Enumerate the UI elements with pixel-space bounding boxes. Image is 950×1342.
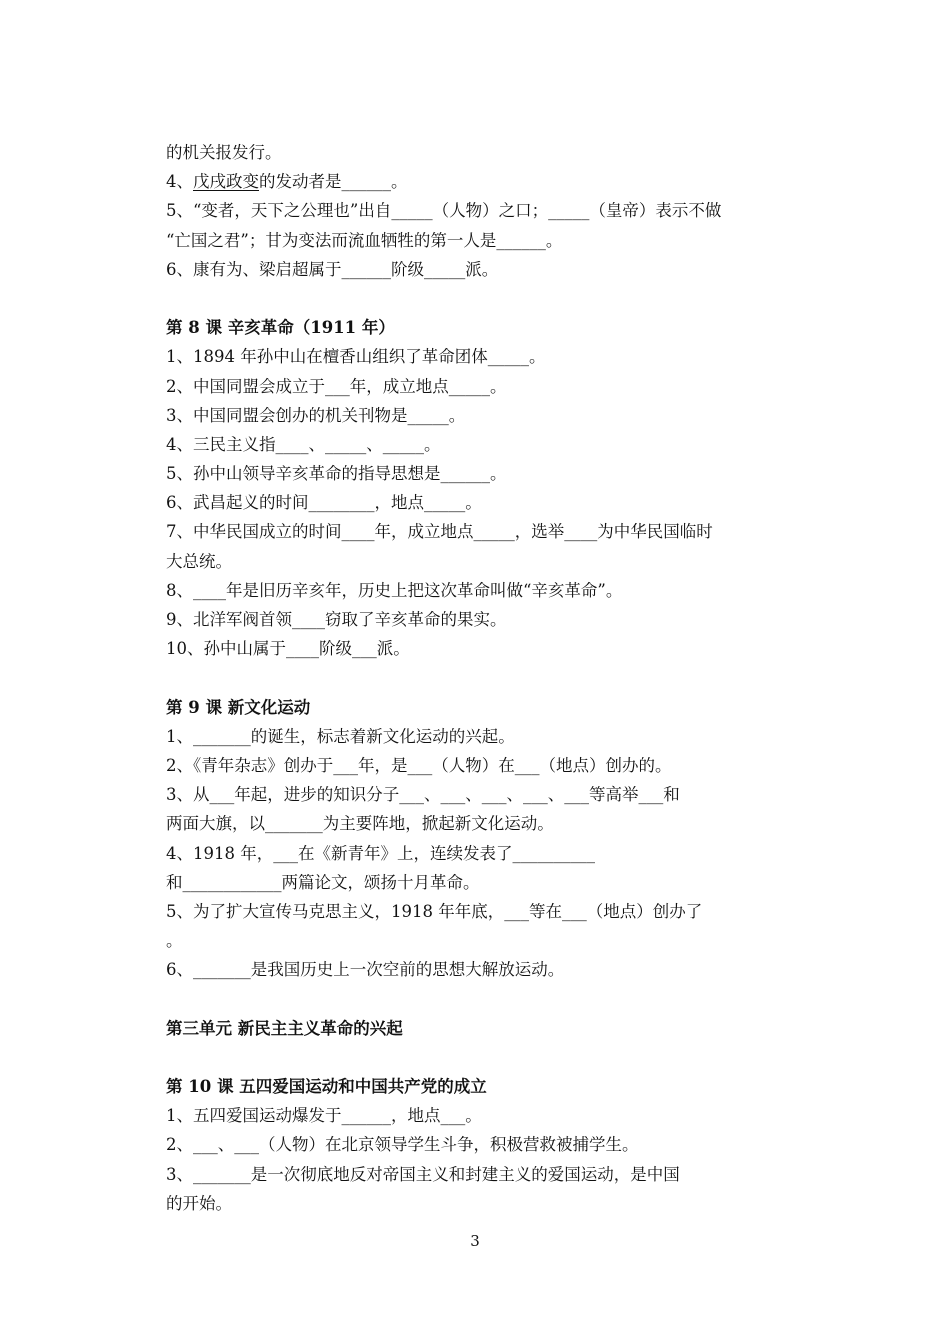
text-line: 6、武昌起义的时间________，地点_____。	[166, 493, 482, 513]
text-line: 1、1894 年孙中山在檀香山组织了革命团体_____。	[166, 347, 546, 367]
text-line: 2、《青年杂志》创办于___年，是___（人物）在___（地点）创办的。	[166, 755, 672, 775]
text-line: “亡国之君”；甘为变法而流血牺牲的第一人是______。	[166, 230, 563, 250]
text-line: 5、孙中山领导辛亥革命的指导思想是______。	[166, 464, 507, 484]
text-line: 3、从___年起，进步的知识分子___、___、___、___、___等高举___和	[166, 785, 680, 805]
text-line: 6、_______是我国历史上一次空前的思想大解放运动。	[166, 960, 565, 980]
text-line: 的开始。	[166, 1193, 232, 1213]
text-line: 10、孙中山属于____阶级___派。	[166, 639, 410, 659]
text-line: 2、___、___（人物）在北京领导学生斗争，积极营救被捕学生。	[166, 1135, 639, 1155]
text-line: 9、北洋军阀首领____窃取了辛亥革命的果实。	[166, 610, 507, 629]
section-heading: 第 9 课 新文化运动	[166, 697, 311, 717]
text-line: 4、戊戌政变的发动者是______。	[166, 172, 408, 192]
underlined-term: 戊戌政变	[193, 172, 259, 192]
text-line: 。	[166, 931, 183, 951]
text-line: 6、康有为、梁启超属于______阶级_____派。	[166, 259, 499, 279]
text-line: 7、中华民国成立的时间____年，成立地点_____，选举____为中华民国临时	[166, 522, 713, 542]
text-line: 大总统。	[166, 551, 232, 571]
text-line: 3、中国同盟会创办的机关刊物是_____。	[166, 405, 466, 425]
text-line: 5、为了扩大宣传马克思主义，1918 年年底，___等在___（地点）创办了	[166, 901, 703, 921]
text-line: 1、五四爱国运动爆发于______，地点___。	[166, 1106, 482, 1126]
blank-line	[166, 663, 796, 692]
text-line: 1、_______的诞生，标志着新文化运动的兴起。	[166, 726, 515, 746]
text-line: 3、_______是一次彻底地反对帝国主义和封建主义的爱国运动，是中国	[166, 1164, 680, 1184]
blank-line	[166, 284, 796, 313]
text-line: 4、三民主义指____、_____、_____。	[166, 434, 441, 454]
text-line: 两面大旗，以_______为主要阵地，掀起新文化运动。	[166, 814, 554, 834]
page-number: 3	[470, 1232, 480, 1250]
text-line: 4、1918 年，___在《新青年》上，连续发表了__________	[166, 843, 595, 863]
section-heading: 第 10 课 五四爱国运动和中国共产党的成立	[166, 1077, 487, 1096]
text-line: 和____________两篇论文，颂扬十月革命。	[166, 872, 480, 892]
text-line: 2、中国同盟会成立于___年，成立地点_____。	[166, 376, 507, 396]
document-body	[166, 138, 796, 1218]
text-line: 5、“变者，天下之公理也”出自_____（人物）之口；_____（皇帝）表示不做	[166, 201, 722, 221]
blank-line	[166, 984, 796, 1013]
blank-line	[166, 1043, 796, 1072]
section-heading: 第 8 课 辛亥革命（1911 年）	[166, 318, 395, 338]
text-line: 的机关报发行。	[166, 143, 282, 162]
section-heading: 第三单元 新民主主义革命的兴起	[166, 1018, 403, 1038]
text-line: 8、____年是旧历辛亥年，历史上把这次革命叫做“辛亥革命”。	[166, 580, 623, 600]
